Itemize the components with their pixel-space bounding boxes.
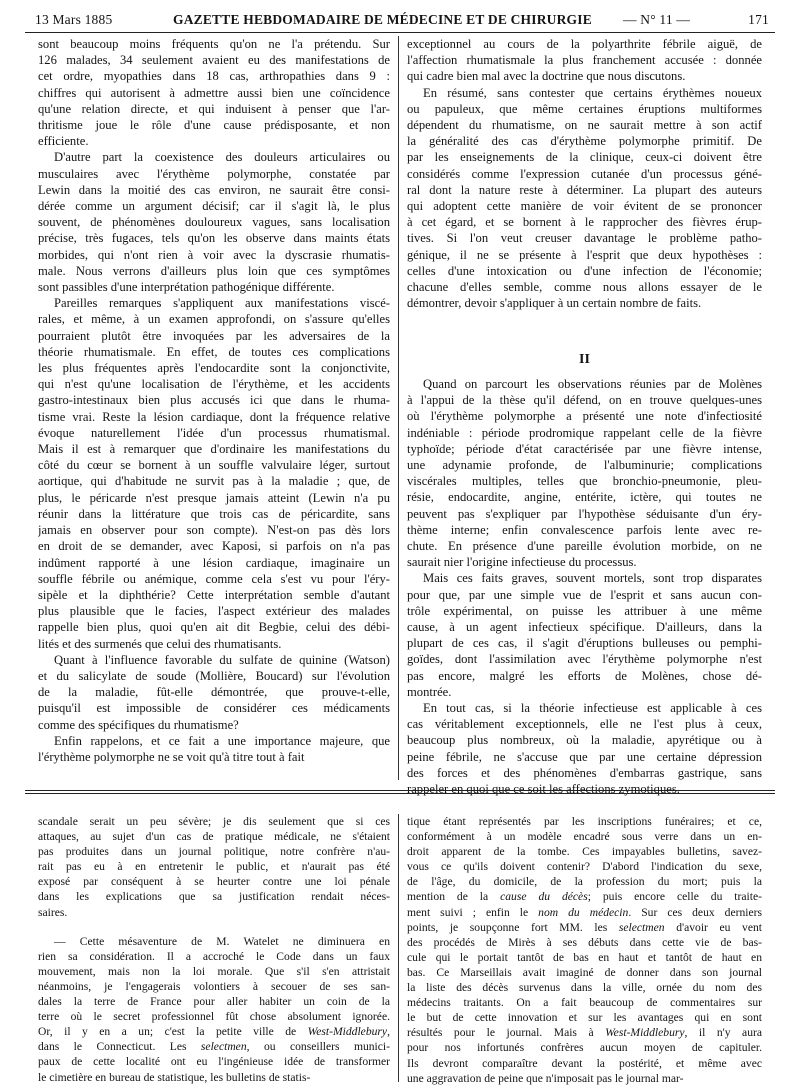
- text-line: efficiente.: [38, 134, 89, 149]
- text-line: souvent, de phénomènes douloureux vagues, sans localisation: [38, 215, 390, 230]
- text-line: médecins traitants. On a fait beaucoup de commentaires sur: [407, 996, 762, 1010]
- text-line: typhoïde; période d'état caractérisée par une fièvre intense,: [407, 441, 762, 456]
- text-line: ment suivi ; enfin le nom du médecin. Sur ces deux derniers: [407, 905, 762, 919]
- text-line: pas produites dans un journal politique, notre confrère n'au-: [38, 845, 390, 859]
- text-line: points, je soupçonne fort MM. les selectmen d'avoir eu vent: [407, 920, 762, 934]
- text-line: jamais en observer pour son compte). N'est-on pas dès lors: [38, 523, 390, 538]
- text-line: démontrer, devoir s'appliquer à un certain nombre de faits.: [407, 296, 702, 311]
- text-line: gastro-intestinaux bien plus accusés ici que dans le rhuma-: [38, 393, 390, 408]
- text-line: scandale serait un peu sévère; je dis seulement que si ces: [38, 815, 390, 828]
- text-line: dérée comme un argument décisif; car il s'agit là, le plus: [38, 199, 390, 214]
- paragraph: [407, 36, 762, 85]
- journal-title: GAZETTE HEBDOMADAIRE DE MÉDECINE ET DE CHIRURGIE: [173, 12, 592, 27]
- text-line: sont passibles d'une interprétation pathogénique différente.: [38, 280, 335, 295]
- text-line: pour nos infortunés confrères aucun moyen de capituler.: [407, 1041, 762, 1055]
- text-line: en droit de se demander, avec Kaposi, si parfois on n'a pas: [38, 539, 390, 554]
- section-two-text: [407, 376, 762, 797]
- paragraph: [38, 934, 390, 1085]
- text-line: celles d'une intoxication ou d'une infection de l'économie;: [407, 263, 762, 278]
- text-line: puisqu'il est impossible de considérer ces médicaments: [38, 701, 390, 716]
- text-line: plus, le péricarde n'est presque jamais atteint (Lewin n'a pu: [38, 490, 390, 505]
- text-line: la généralité des cas d'érythème polymorphe primitif. De: [407, 134, 762, 149]
- text-line: des procédés de Mirès à ses débuts dans cette vie de bas-: [407, 935, 762, 949]
- text-line: En résumé, sans contester que certains érythèmes noueux: [423, 85, 762, 100]
- text-line: exceptionnel au cours de la polyarthrite fébrile aiguë, de: [407, 37, 762, 51]
- text-line: réunir dans la littérature que trois cas de péricardite, sans: [38, 506, 390, 521]
- paragraph: [407, 700, 762, 797]
- text-line: Ils devront comparaître devant la postérité, et même avec: [407, 1056, 762, 1070]
- text-line: saurait nier l'origine infectieuse du processus.: [407, 555, 637, 570]
- text-line: mention de la cause du décès; puis encore celle du traite-: [407, 890, 762, 904]
- text-line: aortique, qui d'habitude ne survit pas à la maladie ; que, de: [38, 474, 390, 489]
- text-line: Mais ces faits graves, souvent mortels, sont trop disparates: [423, 571, 762, 586]
- text-line: évoque naturellement l'idée d'un processus rhumatismal.: [38, 425, 390, 440]
- text-line: sipèle et la diphthérie? Cette interprétation semble d'autant: [38, 587, 390, 602]
- text-line: comme des spécifiques du rhumatisme?: [38, 717, 239, 732]
- text-line: droit apparent de la tombe. Ces impayables bulletins, savez-: [407, 845, 762, 859]
- text-line: de la maladie, fût-elle démontrée, que prouve-t-elle,: [38, 685, 390, 700]
- text-line: l'érythème polymorphe ne se voit qu'à titre tout à fait: [38, 749, 305, 764]
- text-line: des forces et des phénomènes d'embarras gastrique, sans: [407, 765, 762, 780]
- text-line: qui adoptent cette manière de voir évitent de se prononcer: [407, 199, 762, 214]
- text-line: souffle fébrile ou anémique, comme cela s'est vu pour l'éry-: [38, 571, 390, 586]
- text-line: peine fébrile, ne s'accuse que par une certaine dépression: [407, 749, 762, 764]
- text-line: qui n'est qu'une localisation de l'érythème, et les accidents: [38, 377, 390, 392]
- text-line: considérés comme l'expression cutanée d'un processus géné-: [407, 166, 762, 181]
- text-line: cet ordre, myopathies dans 18 cas, arthropathies dans 9 :: [38, 69, 390, 84]
- issue-number: — N° 11 —: [623, 12, 691, 27]
- text-line: Mais il est à remarquer que d'ordinaire les manifestations du: [38, 442, 390, 457]
- text-line: par les enseignements de la clinique, ceux-ci doivent être: [407, 150, 762, 165]
- text-line: qui cadre bien mal avec la doctrine que nous discutons.: [407, 69, 686, 84]
- text-line: morbides, qui n'ont rien à voir avec la dyscrasie rhumatis-: [38, 247, 390, 262]
- text-line: lités et des surmenés que celui des rhumatisants.: [38, 636, 282, 651]
- paragraph: [407, 814, 762, 1086]
- text-line: ral dont la nature reste à déterminer. La plupart des auteurs: [407, 182, 762, 197]
- paragraph: [38, 295, 390, 651]
- text-line: pourraient plutôt être invoquées par les adversaires de la: [38, 328, 390, 343]
- text-line: tives. Si l'on veut creuser davantage le problème patho-: [407, 231, 762, 246]
- text-line: viscérales multiples, telles que bronchio-pneumonie, pleu-: [407, 474, 762, 489]
- text-line: chute. En présence d'une pareille évolution morbide, on ne: [407, 539, 762, 554]
- text-line: bas. Ce Marseillais avait imaginé de donner dans son journal: [407, 965, 762, 979]
- text-line: pour que, par une simple vue de l'esprit et sans aucun con-: [407, 587, 762, 602]
- text-line: thème interne; enfin convalescence parfois lente avec re-: [407, 522, 762, 537]
- text-line: à l'appui de la thèse qu'il défend, on en trouve quelques-unes: [407, 393, 762, 408]
- text-line: sont beaucoup moins fréquents qu'on ne l'a prétendu. Sur: [38, 37, 390, 51]
- text-line: exposé par conséquent à se heurter contre une loi pénale: [38, 875, 390, 889]
- text-line: résultés pour le journal. Mais à West-Middlebury, il n'y aura: [407, 1026, 762, 1040]
- text-line: dans le Connecticut. Les selectmen, ou conseillers munici-: [38, 1040, 390, 1054]
- text-line: Quand on parcourt les observations réunies par de Molènes: [423, 377, 762, 391]
- text-line: dales la terre de France pour aller habiter un coin de la: [38, 995, 390, 1009]
- text-line: male. Nous verrons d'ailleurs plus loin que ces symptômes: [38, 263, 390, 278]
- text-line: rales, et même, à un examen approfondi, on s'assure qu'elles: [38, 312, 390, 327]
- text-line: Quant à l'influence favorable du sulfate de quinine (Watson): [54, 652, 390, 667]
- text-line: beaucoup plus nombreux, où la maladie, apyrétique ou à: [407, 733, 762, 748]
- text-line: Pareilles remarques s'appliquent aux manifestations viscé-: [54, 296, 390, 311]
- text-line: trôle expérimental, on puisse les attribuer à une même: [407, 603, 762, 618]
- text-line: tisme vrai. Reste la lésion cardiaque, dont la fréquence relative: [38, 409, 390, 424]
- text-line: musculaires avec l'érythème polymorphe, constatée par: [38, 166, 390, 181]
- text-line: le cimetière en bureau de statistique, les bulletins de statis-: [38, 1070, 311, 1084]
- article-column-right: [407, 36, 762, 311]
- text-line: rappelle bien plus, quoi qu'en ait dit Begbie, celui des débi-: [38, 620, 390, 635]
- text-line: peuvent pas s'expliquer par l'hypothèse séduisante d'un éry-: [407, 506, 762, 521]
- text-line: 126 malades, 34 seulement avaient eu des manifestations de: [38, 53, 390, 68]
- text-line: thritisme joue le rôle d'une cause prédisposante, et non: [38, 118, 390, 133]
- text-line: qu'une relation directe, et qui induisent à penser que l'ar-: [38, 101, 390, 116]
- text-line: saires.: [38, 905, 68, 919]
- text-line: attaques, au sujet d'un cas de pratique médicale, ne s'étaient: [38, 830, 390, 844]
- text-line: l'affection rhumatismale la plus franchement accusée : donnée: [407, 53, 762, 68]
- feuilleton-column-right: [407, 814, 762, 1086]
- text-line: précise, très fugaces, tels qu'on les observe dans maints états: [38, 231, 390, 246]
- text-line: vous ce qu'ils doivent contenir? D'abord l'indication du sexe,: [407, 860, 762, 874]
- text-line: une aggravation de peine que n'imposait pas le journal mar-: [407, 1071, 684, 1085]
- text-line: pas encore, malgré les efforts de Molènes, chose dé-: [407, 668, 762, 683]
- text-line: tique étant représentés par les inscriptions funéraires; et ce,: [407, 815, 762, 828]
- text-line: En tout cas, si la théorie infectieuse est applicable à ces: [423, 701, 762, 716]
- text-line: les plus fréquentes après l'endocardite sont la conjonctivite,: [38, 361, 390, 376]
- text-line: à cet égard, et se bornent à le rapprocher des fièvres érup-: [407, 215, 762, 230]
- column-divider-bottom: [398, 814, 399, 1082]
- section-heading: II: [579, 352, 590, 367]
- text-line: rait pas eu à en entretenir le public, et n'aurait pas été: [38, 860, 390, 874]
- paragraph: [38, 652, 390, 733]
- text-line: paux de cette localité ont eu l'ingénieuse idée de transformer: [38, 1055, 390, 1069]
- text-line: montrée.: [407, 684, 452, 699]
- feuilleton-column-left: [38, 814, 390, 1085]
- paragraph: [38, 36, 390, 149]
- article-column-left: [38, 36, 390, 765]
- text-line: chacune d'elles semble, comme nous allons essayer de le: [407, 280, 762, 295]
- paragraph: [38, 149, 390, 295]
- text-line: D'autre part la coexistence des douleurs articulaires ou: [54, 150, 390, 165]
- paragraph: [407, 376, 762, 570]
- text-line: plus plausible que le facies, l'aspect extérieur des malades: [38, 604, 390, 619]
- text-line: conformément à un modèle encadré sous verre dans un en-: [407, 830, 762, 844]
- text-line: — Cette mésaventure de M. Watelet ne diminuera en: [54, 934, 390, 948]
- text-line: côté du cœur se bornent à un souffle valvulaire léger, surtout: [38, 458, 390, 473]
- paragraph: [38, 814, 390, 920]
- paragraph: [38, 733, 390, 765]
- paragraph: [407, 570, 762, 700]
- text-line: chiffres qui autorisent à admettre aussi bien une coïncidence: [38, 85, 390, 100]
- text-line: le but de cette innovation et sur les avantages qui en sont: [407, 1011, 762, 1025]
- text-line: mouvement, mais non la loi morale. Que s'il s'en attristait: [38, 964, 390, 978]
- text-line: une adynamie profonde, de l'albuminurie; complications: [407, 458, 762, 473]
- text-line: Or, il y en a un; c'est la petite ville de West-Middlebury,: [38, 1025, 390, 1039]
- text-line: néanmoins, je l'engagerais volontiers à secouer de ses san-: [38, 979, 390, 993]
- text-line: cas véritablement exceptionnels, elle ne l'est plus à ceux,: [407, 717, 762, 732]
- section-rule-top: [25, 790, 775, 791]
- text-line: rien sa considération. Il a accroché le Code dans un faux: [38, 949, 390, 963]
- text-line: dépendent du rhumatisme, on ne saurait mettre à son actif: [407, 118, 762, 133]
- text-line: et du salicylate de soude (Mollière, Boucard) sur l'évolution: [38, 668, 390, 683]
- text-line: cule qui le portait tantôt de bas en haut et tantôt de haut en: [407, 950, 762, 964]
- text-line: indûment rapporté à une lésion cardiaque, imaginaire un: [38, 555, 390, 570]
- column-divider-top: [398, 36, 399, 780]
- text-line: goïdes, dont l'assimilation avec l'érythème polymorphe n'est: [407, 652, 762, 667]
- running-header: [25, 8, 775, 33]
- text-line: génique, il ne se présente à l'esprit que deux hypothèses :: [407, 247, 762, 262]
- paragraph: [407, 85, 762, 312]
- text-line: cause, à un agent infectieux spécifique. D'ailleurs, dans la: [407, 620, 762, 635]
- text-line: où l'érythème polymorphe a présenté une note d'infectiosité: [407, 409, 762, 424]
- text-line: indéniable : période prodromique rappelant celle de la fièvre: [407, 425, 762, 440]
- text-line: théorie rhumatismale. En effet, de toutes ces complications: [38, 344, 390, 359]
- text-line: Enfin rappelons, et ce fait a une importance majeure, que: [54, 733, 390, 748]
- issue-date: 13 Mars 1885: [35, 12, 113, 27]
- text-line: plupart de ces cas, il s'agit d'éruptions bulleuses ou pemphi-: [407, 636, 762, 651]
- text-line: résie, endocardite, angine, entérite, ictère, qui toutes ne: [407, 490, 762, 505]
- text-line: la liste des décès survenus dans la ville, ornée du nom des: [407, 981, 762, 995]
- page-number: 171: [748, 12, 769, 27]
- text-line: Lewin dans la moitié des cas environ, ne saurait être consi-: [38, 182, 390, 197]
- text-line: dans les explications que sa justification rendait néces-: [38, 890, 390, 904]
- text-line: terre où le secret professionnel fût chose absolument ignorée.: [38, 1010, 390, 1024]
- text-line: ou papuleux, que même certaines éruptions multiformes: [407, 101, 762, 116]
- text-line: de l'âge, du domicile, de la profession du mort; puis la: [407, 875, 762, 889]
- section-rule-bottom: [25, 793, 775, 794]
